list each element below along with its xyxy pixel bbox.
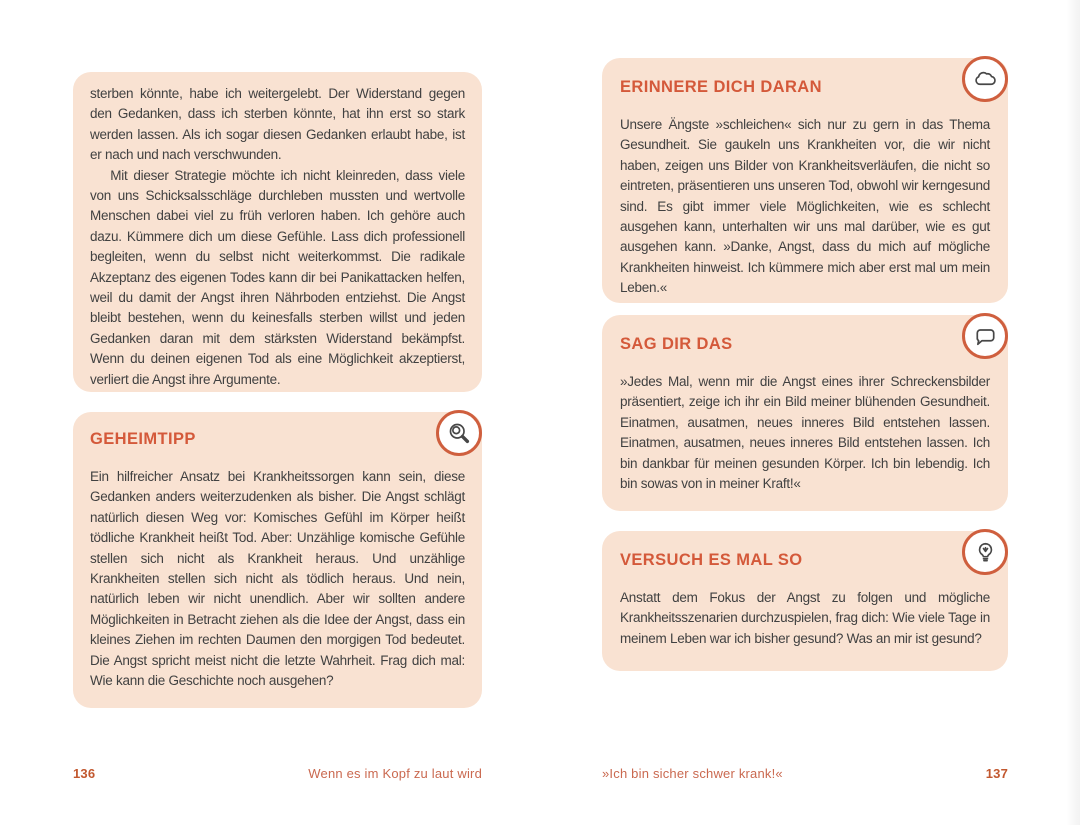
- box-body: [620, 115, 990, 299]
- paragraph: sterben könnte, habe ich weitergelebt. Der Widerstand gegen den Gedanken, dass ich sterben könnte, hat ihn erst so stark werden lassen. Als ich sogar diesen Gedanken erlaubt habe, ist er nach und nach verschwunden.: [90, 86, 465, 163]
- intro-text-box: [73, 72, 482, 392]
- paragraph: Anstatt dem Fokus der Angst zu folgen und mögliche Krankheitsszenarien durchzuspielen, frag dich: Wie viele Tage in meinem Leben war ich bisher gesund? Was an mir ist gesund?: [620, 590, 990, 646]
- page-number-left: 136: [73, 766, 96, 781]
- paragraph: Unsere Ängste »schleichen« sich nur zu gern in das Thema Gesundheit. Sie gaukeln uns Krankheiten vor, die wir nicht haben, zeigen uns Bilder von Krankheitsverläufen, die nicht so eintreten, präsentieren uns unseren Tod, obwohl wir kerngesund sind. Es gibt immer viele Möglichkeiten, wie es schlecht ausgehen kann, unterhalten wir uns mal darüber, wie es gut ausgehen kann. »Danke, Angst, dass du mich auf mögliche Krankheiten hinweist. Ich kümmere mich aber erst mal um mein Leben.«: [620, 117, 990, 296]
- cloud-icon: [972, 66, 999, 93]
- running-title-left: Wenn es im Kopf zu laut wird: [308, 766, 482, 781]
- box-heading: GEHEIMTIPP: [90, 430, 196, 448]
- magnifier-icon: [446, 420, 473, 447]
- icon-badge: [962, 529, 1008, 575]
- lightbulb-icon: [972, 539, 999, 566]
- try-box: [602, 531, 1008, 671]
- box-body: [90, 467, 465, 691]
- page-number-right: 137: [985, 766, 1008, 781]
- paragraph: »Jedes Mal, wenn mir die Angst eines ihrer Schreckensbilder präsentiert, zeige ich ihr ein Bild meiner blühenden Gesundheit. Einatmen, ausatmen, neues inneres Bild entstehen lassen. Einatmen, ausatmen, neues inneres Bild entstehen lassen. Ich bin dankbar für meinen gesunden Körper. Ich bin lebendig. Ich bin sowas von in meiner Kraft!«: [620, 374, 990, 492]
- running-title-right: »Ich bin sicher schwer krank!«: [602, 766, 783, 781]
- speech-bubble-icon: [972, 323, 999, 350]
- box-heading: VERSUCH ES MAL SO: [620, 551, 803, 569]
- box-heading: SAG DIR DAS: [620, 335, 733, 353]
- paragraph: Ein hilfreicher Ansatz bei Krankheitssorgen kann sein, diese Gedanken anders weiterzudenken als bisher. Die Angst schlägt natürlich diesen Weg vor: Komisches Gefühl im Körper heißt tödliche Krankheit heißt Tod. Aber: Unzählige komische Gefühle stellen sich nicht als Krankheit heraus. Und unzählige Krankheiten stellen sich nicht als tödlich heraus. Und nein, natürlich leben wir nicht unendlich. Aber wir sollten andere Möglichkeiten in Betracht ziehen als die Idee der Angst, dass ein kleines Ziehen im rechten Daumen den morgigen Tod bedeutet. Die Angst spricht meist nicht die letzte Wahrheit. Frag dich mal: Wie kann die Geschichte noch ausgehen?: [90, 469, 465, 689]
- paragraph: Mit dieser Strategie möchte ich nicht kleinreden, dass viele von uns Schicksalsschläge durchleben mussten und wertvolle Menschen dabei viel zu früh verloren haben. Ich gehöre auch dazu. Kümmere dich um diese Gefühle. Lass dich professionell begleiten, wenn du selbst nicht weiterkommst. Die radikale Akzeptanz des eigenen Todes kann dir bei Panikattacken helfen, weil du damit der Angst ihren Nährboden entziehst. Die Angst bleibt bestehen, wenn du keinesfalls sterben willst und jeden Gedanken daran mit dem stärksten Widerstand bekämpfst. Wenn du deinen eigenen Tod als eine Möglichkeit akzeptierst, verliert die Angst ihre Argumente.: [90, 167, 465, 387]
- say-box: [602, 315, 1008, 511]
- tip-box: [73, 412, 482, 708]
- remember-box: [602, 58, 1008, 303]
- icon-badge: [962, 313, 1008, 359]
- icon-badge: [436, 410, 482, 456]
- icon-badge: [962, 56, 1008, 102]
- box-body: [620, 588, 990, 649]
- page-edge-shading: [1066, 0, 1080, 825]
- box-body: [90, 84, 465, 390]
- box-body: [620, 372, 990, 494]
- box-heading: ERINNERE DICH DARAN: [620, 78, 822, 96]
